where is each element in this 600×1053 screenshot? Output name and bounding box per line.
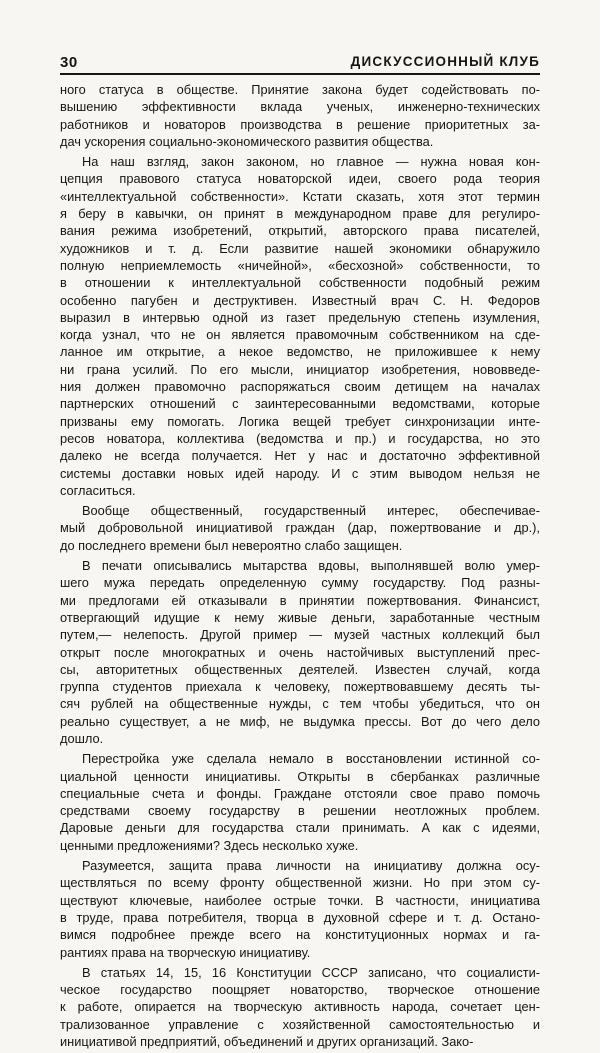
paragraph <box>60 153 540 499</box>
paragraph <box>60 750 540 854</box>
text-line: когда узнал, что не он является правомочным собственником на сде- <box>60 327 540 343</box>
page-header <box>60 50 540 72</box>
text-line: ществляться по всему фронту общественной жизни. Но при этом су- <box>60 875 540 891</box>
header-rule <box>60 73 540 75</box>
text-line: ществуют ключевые, наиболее острые точки. В частности, инициатива <box>60 892 540 908</box>
text-line: группа студентов приехала к человеку, пожертвовавшему десять ты- <box>60 679 540 695</box>
text-line: трализованное управление с хозяйственной самостоятельностью и <box>60 1016 540 1032</box>
paragraph <box>60 557 540 747</box>
text-line: я беру в кавычки, он принят в международном праве для регулиро- <box>60 206 540 222</box>
text-line: согласиться. <box>60 482 136 498</box>
text-line: работников и новаторов производства в решение приоритетных за- <box>60 116 540 132</box>
paragraph <box>60 857 540 961</box>
text-line: ми предлогами ей отказывали в принятии пожертвования. Финансист, <box>60 592 540 608</box>
text-line: шего мужа передать определенную сумму государству. Под разны- <box>60 575 540 591</box>
text-line: ния должен правомочно распоряжаться своим детищем на началах <box>60 379 540 395</box>
text-line: На наш взгляд, закон законом, но главное — нужна новая кон- <box>82 154 540 170</box>
document-page <box>60 50 540 1050</box>
paragraph <box>60 502 540 554</box>
text-line: «интеллектуальной собственности». Кстати сказать, хотя этот термин <box>60 188 540 204</box>
paragraph <box>60 964 540 1050</box>
text-line: дач ускорения социально-экономического развития общества. <box>60 133 434 149</box>
text-line: системы доставки новых идей народу. И с этим выводом нельзя не <box>60 465 540 481</box>
text-line: отвергающий идущие к нему живые деньги, заработанные честным <box>60 609 540 625</box>
text-line: специальные счета и фонды. Граждане отстояли свое право помочь <box>60 785 540 801</box>
article-body <box>60 81 540 1053</box>
text-line: ресов новатора, коллектива (ведомства и пр.) и государства, но это <box>60 430 540 446</box>
text-line: В статьях 14, 15, 16 Конституции СССР записано, что социалисти- <box>82 964 540 980</box>
text-line: циальной ценности инициативы. Открыты в сбербанках различные <box>60 768 540 784</box>
page-number: 30 <box>60 54 78 71</box>
text-line: цепция правового статуса новаторской идеи, своего рода теория <box>60 171 540 187</box>
text-line: открыт после многократных и очень настойчивых выступлений прес- <box>60 644 540 660</box>
text-line: вания режима изобретений, открытий, авторского права писателей, <box>60 223 540 239</box>
text-line: выразил в интервью одной из газет предельную степень изумления, <box>60 309 540 325</box>
text-line: полную неприемлемость «ничейной», «бесхозной» собственности, то <box>60 257 540 273</box>
text-line: ного статуса в обществе. Принятие закона будет содействовать по- <box>60 82 540 97</box>
text-line: призваны ему помогать. Логика вещей требует синхронизации инте- <box>60 413 540 429</box>
text-line: Перестройка уже сделала немало в восстановлении истинной со- <box>82 751 540 767</box>
text-line: Разумеется, защита права личности на инициативу должна осу- <box>82 858 540 874</box>
text-line: В печати описывались мытарства вдовы, выполнявшей волю умер- <box>82 558 540 574</box>
text-line: ческое государство поощряет новаторство, творческое отношение <box>60 982 540 998</box>
text-line: сы, авторитетных общественных деятелей. Известен случай, когда <box>60 661 540 677</box>
text-line: Даровые деньги для государства стали принимать. А как с идеями, <box>60 820 540 836</box>
text-line: дошло. <box>60 730 104 746</box>
text-line: ценными предложениями? Здесь несколько хуже. <box>60 837 359 853</box>
text-line: далеко не всегда получается. Нет у нас и достаточно эффективной <box>60 448 540 464</box>
text-line: к работе, опирается на творческую активность народа, сочетает цен- <box>60 999 540 1015</box>
text-line: инициативой предприятий, объединений и других организаций. Зако- <box>60 1034 474 1050</box>
section-title: ДИСКУССИОННЫЙ КЛУБ <box>350 54 540 69</box>
text-line: особенно пагубен и деструктивен. Известный врач С. Н. Федоров <box>60 292 540 308</box>
text-line: в отношении к интеллектуальной собственности подобный режим <box>60 275 540 291</box>
text-line: путем,— нелепость. Другой пример — музей частных коллекций был <box>60 627 540 643</box>
text-line: вимся подробнее прежде всего на конституционных нормах и га- <box>60 927 540 943</box>
text-line: реально существует, а не миф, не выдумка прессы. Вот до чего дело <box>60 713 540 729</box>
text-line: средствами своему государству в решении неотложных проблем. <box>60 803 540 819</box>
paragraph <box>60 81 540 150</box>
text-line: ни грана усилий. По его мысли, инициатор изобретения, нововведе- <box>60 361 540 377</box>
text-line: в труде, права потребителя, творца в духовной сфере и т. д. Остано- <box>60 909 540 925</box>
text-line: ланное им открытие, а некое ведомство, не приложившее к нему <box>60 344 540 360</box>
text-line: до последнего времени был невероятно слабо защищен. <box>60 537 403 553</box>
text-line: вышению эффективности вклада ученых, инженерно-технических <box>60 99 540 115</box>
text-line: мый добровольной инициативой граждан (дар, пожертвование и др.), <box>60 520 540 536</box>
text-line: Вообще общественный, государственный интерес, обеспечивае- <box>82 503 540 519</box>
text-line: художников и т. д. Если развитие нашей экономики обнаружило <box>60 240 540 256</box>
text-line: сяч рублей на общественные нужды, с тем чтобы убедиться, что он <box>60 696 540 712</box>
text-line: партнерских отношений с заинтересованными ведомствами, которые <box>60 396 540 412</box>
text-line: рантиях права на творческую инициативу. <box>60 944 311 960</box>
